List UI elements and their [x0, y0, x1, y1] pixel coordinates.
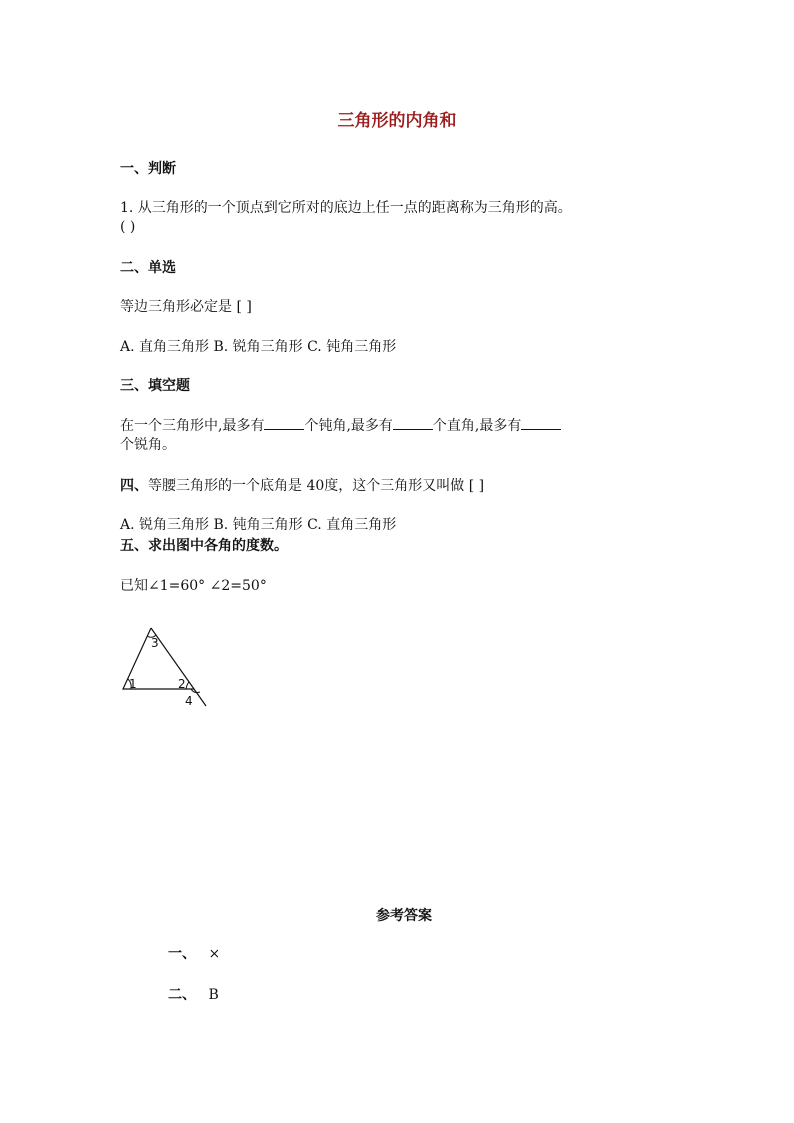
section2-options: A. 直角三角形 B. 锐角三角形 C. 钝角三角形 [120, 339, 397, 355]
section3-text-b: 个钝角,最多有 [304, 418, 393, 434]
section4-line [120, 477, 484, 495]
section2-question: 等边三角形必定是 [ ] [120, 299, 252, 315]
angle2-label: 2 [178, 677, 186, 691]
answer-label-2: 二、 [168, 987, 196, 1003]
blank-2 [393, 416, 433, 430]
section5-heading: 五、求出图中各角的度数。 [120, 538, 288, 554]
section3-heading: 三、填空题 [120, 378, 190, 394]
section3-text-c: 个直角,最多有 [432, 418, 522, 434]
section3-line1 [120, 416, 561, 435]
section4-heading: 四、 [120, 478, 148, 494]
extended-side [151, 628, 206, 706]
blank-1 [264, 416, 304, 430]
angle1-label: 1 [129, 677, 137, 691]
answer-value-2: B [208, 987, 219, 1003]
answer-label-1: 一、 [168, 946, 196, 962]
section3-line2: 个锐角。 [120, 437, 176, 453]
section2-heading: 二、单选 [120, 260, 176, 276]
section5-given: 已知∠1=60° ∠2=50° [120, 578, 267, 594]
answers-heading: 参考答案 [376, 908, 432, 924]
triangle-figure [115, 622, 215, 712]
section3-text-a: 在一个三角形中,最多有 [120, 418, 265, 434]
section1-answer-paren: ( ) [120, 219, 136, 235]
answer-value-1: × [208, 946, 221, 962]
answer-item [168, 986, 219, 1004]
page-title: 三角形的内角和 [337, 111, 457, 131]
section4-question: 等腰三角形的一个底角是 40度，这个三角形又叫做 [ ] [148, 478, 485, 494]
section1-question: 1. 从三角形的一个顶点到它所对的底边上任一点的距离称为三角形的高。 [120, 200, 572, 216]
section4-options: A. 锐角三角形 B. 钝角三角形 C. 直角三角形 [120, 517, 397, 533]
section1-heading: 一、判断 [120, 161, 176, 177]
answer-item [168, 945, 220, 963]
blank-3 [521, 416, 561, 430]
angle2-arc [186, 682, 189, 689]
angle3-label: 3 [151, 636, 159, 650]
angle4-label: 4 [185, 694, 193, 708]
